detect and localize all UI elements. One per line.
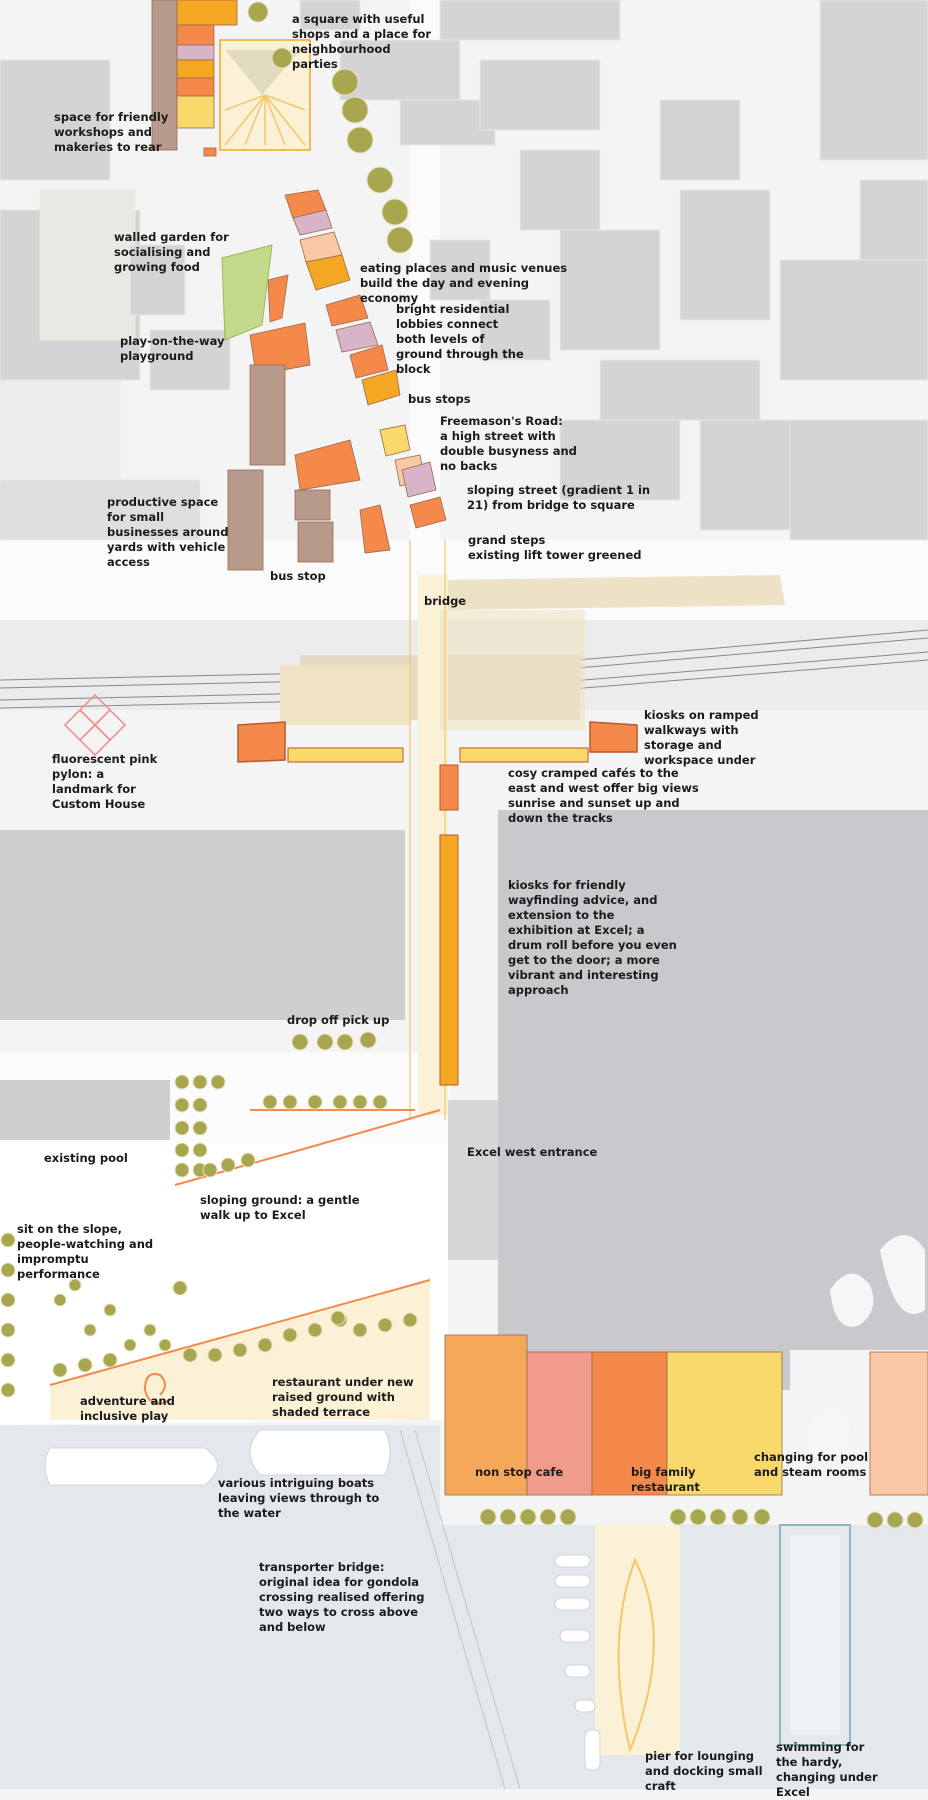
changing-rooms-block [870, 1352, 928, 1495]
label-kiosks-ramped: kiosks on ramped walkways with storage and workspace under [644, 708, 759, 767]
label-eating-places: eating places and music venues build the day and evening economy [360, 261, 568, 305]
label-excel-west-entrance: Excel west entrance [467, 1145, 598, 1159]
label-pink-pylon: fluorescent pink pylon: a landmark for Custom House [52, 752, 158, 811]
excel-west-entrance-block [448, 1100, 498, 1260]
label-cafes: cosy cramped cafés to the east and west offer big views sunrise and sunset up and down the tracks [508, 766, 699, 825]
warehouse-west [0, 830, 405, 1020]
label-playground: play-on-the-way playground [120, 334, 225, 363]
label-drop-off: drop off pick up [287, 1013, 390, 1027]
label-bus-stops: bus stops [408, 392, 471, 406]
label-boats: various intriguing boats leaving views through to the water [218, 1476, 380, 1520]
label-changing-pool: changing for pool and steam rooms [754, 1450, 869, 1479]
label-adventure-play: adventure and inclusive play [80, 1394, 175, 1423]
label-kiosks-wayfinding: kiosks for friendly wayfinding advice, and extension to the exhibition at Excel; a drum roll before you even get to the door; a more vibrant and interesting approach [508, 878, 677, 997]
label-big-family-restaurant: big family restaurant [631, 1465, 700, 1494]
label-sloping-street: sloping street (gradient 1 in 21) from bridge to square [467, 483, 651, 512]
label-existing-pool: existing pool [44, 1151, 128, 1165]
label-restaurant-terrace: restaurant under new raised ground with shaded terrace [272, 1375, 414, 1419]
label-workshops: space for friendly workshops and makeries to rear [54, 110, 169, 154]
label-sloping-ground: sloping ground: a gentle walk up to Excel [200, 1193, 360, 1222]
label-square: a square with useful shops and a place for neighbourhood parties [292, 12, 432, 71]
label-sit-on-slope: sit on the slope, people-watching and impromptu performance [17, 1222, 154, 1281]
existing-pool-building [0, 1080, 170, 1140]
label-lobbies: bright residential lobbies connect both levels of ground through the block [396, 302, 524, 376]
label-bus-stop: bus stop [270, 569, 326, 583]
label-pier: pier for lounging and docking small craft [645, 1749, 763, 1793]
label-bridge: bridge [424, 594, 467, 608]
label-productive-space: productive space for small businesses around yards with vehicle access [107, 495, 229, 569]
label-non-stop-cafe: non stop cafe [475, 1465, 564, 1479]
label-freemasons-road: Freemason's Road: a high street with double busyness and no backs [440, 414, 577, 473]
label-transporter-bridge: transporter bridge: original idea for gondola crossing realised offering two ways to cross above and below [259, 1560, 425, 1634]
label-walled-garden: walled garden for socialising and growing food [114, 230, 229, 274]
label-swimming: swimming for the hardy, changing under Excel [776, 1740, 878, 1799]
label-grand-steps: grand steps existing lift tower greened [468, 533, 642, 562]
